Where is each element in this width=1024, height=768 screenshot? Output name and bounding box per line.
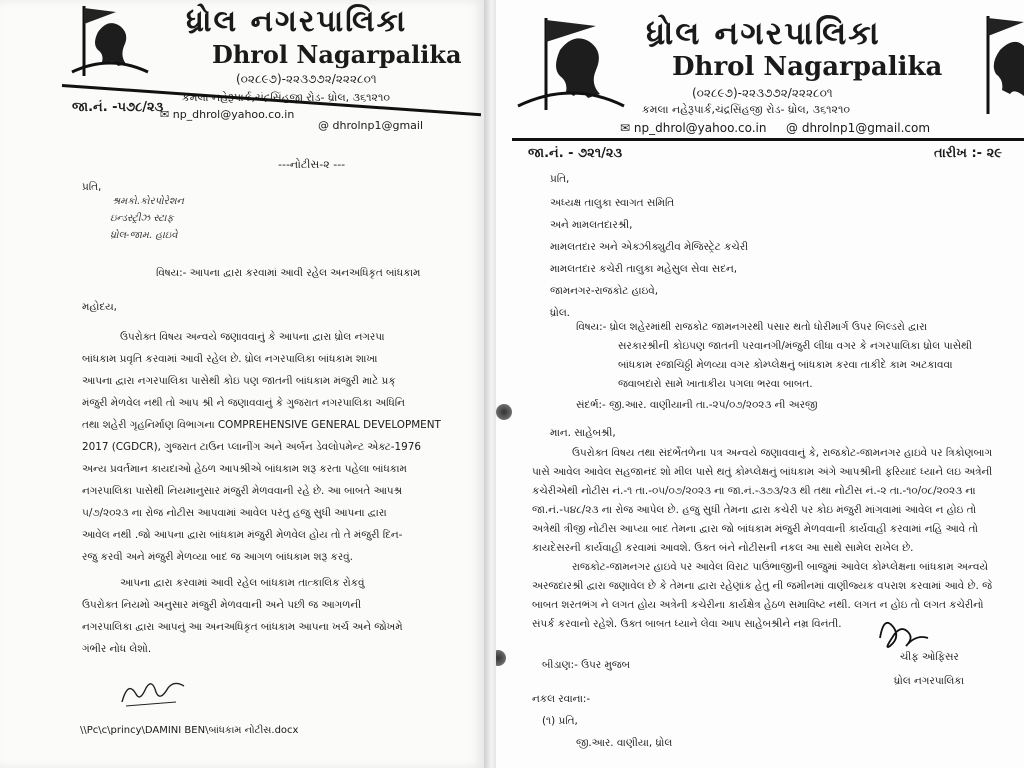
web-icon: @ (318, 119, 333, 132)
para2-line: આપના દ્વારા કરવામાં આવી રહેલ બાંધકામ તાત્કાલિક રોકવું (120, 577, 365, 589)
para1-line: કાયદેસરની કાર્યવાહી કરવામાં આવશે. ઉક્ત બંને નોટીસની નકલ આ સાથે સામેલ રાખેલ છે. (532, 542, 914, 554)
addressee-block (550, 192, 748, 324)
copy-name: જી.આર. વાણીયા, ધ્રોલ (576, 737, 673, 749)
subject-line: જવાબદારો સામે ખાતાકીય પગલા ભરવા બાબત. (618, 378, 813, 390)
header-ref-number: જા.નં. - ૭૨૧/૨૩ (528, 146, 623, 161)
email-icon: ✉ (160, 108, 173, 121)
para1-line: નગરપાલિકા પાસેથી નિયમાનુસાર મંજુરી મેળવવાની રહે છે. આ બાબતે આપશ્ર (82, 485, 403, 497)
header-email-text: np_dhrol@yahoo.co.in (633, 121, 767, 135)
header-title-english: Dhrol Nagarpalika (672, 52, 943, 82)
municipality-logo-right (516, 12, 626, 116)
para2-line: સંપર્ક કરવાનો રહેશે. ઉક્ત બાબત ધ્યાને લેવા આપ સાહેબશ્રીને નમ્ર વિનંતી. (532, 618, 842, 630)
addressee-line: ધ્રોલ. (550, 307, 570, 319)
subject-block (576, 318, 972, 394)
header-email (160, 108, 294, 121)
to-label: પ્રતિ, (550, 173, 570, 185)
left-notice-page (0, 0, 484, 768)
para2-line: ઉપરોક્ત નિયમો અનુસાર મંજુરી મેળવવાની અને પછી જ આગળની (82, 599, 362, 611)
header-web (318, 119, 423, 132)
paragraph-1 (532, 444, 1020, 558)
header-address: કમલા નહેરૂપાર્ક,ચંદ્રસિંહજી રોડ- ધ્રોલ, ૩૬૧૨૧૦ (642, 103, 851, 116)
reference-line: સંદર્ભ:- જી.આર. વાણીયાની તા.-૨૫/૦૭/૨૦૨૩ ની અરજી (576, 399, 818, 411)
addressee-line: મામલતદાર કચેરી તાલુકા મહેસુલ સેવા સદન, (550, 263, 738, 275)
header-ref-number: જા.નં. -૫૭૮/૨૩ (72, 100, 164, 115)
to-label: પ્રતિ, (82, 181, 102, 193)
addressee-line: જામનગર-રાજકોટ હાઇવે, (550, 285, 659, 297)
file-path-footer: \\Pc\c\princy\DAMINI BEN\બાંધકામ નોટીસ.docx (80, 725, 299, 736)
para1-line: મંજુરી મેળવેલ નથી તો આપ શ્રી ને જણાવવાનું કે ગુજરાત નગરપાલિકા અધિનિ (82, 397, 405, 409)
para1-line: પાસે આવેલ આવેલ સહજાનંદ શો મીલ પાસે થતું કોમ્પ્લેક્ષનું બાંધકામ અંગે આપશ્રીની ફરિયાદ ધ્યાને લઇ અત્રેની (532, 466, 993, 478)
paragraph-2 (532, 558, 1020, 634)
signature-left (118, 676, 188, 710)
para1-line: કચેરીએથી નોટીસ નં.-૧ તા.-૦૫/૦૭/૨૦૨૩ ના જા.નં.-૩૭૩/૨૩ થી તથા નોટીસ નં.-૨ તા.-૧૦/૦૮/૨૦૨૩ ના (532, 485, 976, 497)
para1-line: આવેલ નથી .જો આપના દ્વારા બાંધકામ મંજુરી મેળવેલ હોય તો તે મંજુરી દિન- (82, 529, 403, 541)
addressee-line-3: ધ્રોલ-જામ. હાઇવે (110, 230, 178, 241)
para2-line: નગરપાલિકા દ્વારા આપનું આ અનઅધિકૃત બાંધકામ આપના ખર્ચ અને જોખમે (82, 621, 403, 633)
subject-line: વિષય:- આપના દ્વારા કરવામાં આવી રહેલ અનઅધિકૃત બાંધકામ (156, 267, 421, 279)
right-letter-page (496, 0, 1024, 768)
salutation: મહોદય, (82, 301, 117, 313)
paragraph-2 (82, 572, 482, 660)
header-email (620, 121, 767, 135)
para2-line: રાજકોટ-જામનગર હાઇવે પર આવેલ વિરાટ પાઉંભાજીની બાજુમાં આવેલ કોમ્પ્લેક્ષના બાંધકામ અન્વયે (572, 561, 989, 573)
subject-line: વિષય:- ધ્રોલ શહેરમાંથી રાજકોટ જામનગરથી પસાર થતો ધોરીમાર્ગ ઉપર બિલ્ડરો દ્વારા (576, 321, 928, 333)
municipality-logo-left (70, 2, 150, 80)
web-icon: @ (786, 121, 802, 135)
header-address: કમલા નહેરૂપાર્ક,ચંદ્રસિંહજી રોડ- ધ્રોલ, ૩૬૧૨૧૦ (182, 91, 391, 104)
addressee-line: અને મામલતદારશ્રી, (550, 219, 633, 231)
header-phone: (૦૨૮૯૭)-૨૨૩૭૭૨/૨૨૨૮૦૧ (692, 86, 833, 100)
header-web (786, 121, 930, 135)
addressee-line: અધ્યક્ષ તાલુકા સ્વાગત સમિતિ (550, 197, 675, 209)
para1-line: આપના દ્વારા નગરપાલિકા પાસેથી કોઇ પણ જાતની બાંધકામ મંજુરી માટે પ્રક્ (82, 375, 396, 387)
para1-line: અત્રેથી ત્રીજી નોટીસ આપ્યા બાદ તેમના દ્વારા જો બાંધકામ મંજુરી મેળવવાની કાર્યવાહી કરવામાં નહિ આવે તો (532, 523, 978, 535)
notice-heading: ---નોટીસ-૨ --- (278, 158, 346, 171)
copy-item: (૧) પ્રતિ, (542, 715, 578, 727)
para1-line: ઉપરોક્ત વિષય અન્વયે જણાવવાનું કે આપના દ્વારા ધ્રોલ નગરપા (120, 331, 385, 343)
municipality-logo-right-edge (966, 10, 1024, 120)
para2-line: અરજદારશ્રી દ્વારા જણાવેલ છે કે તેમના દ્વારા રહેણાંક હેતુ ની જમીનમાં વાણીજ્યક વપરાશ કરવામાં આવે છે. જે (532, 580, 992, 592)
paragraph-1 (82, 326, 482, 568)
para2-line: બાબત શરતભંગ ને લગત હોય અત્રેની કચેરીના કાર્યક્ષેત્ર હેઠળ સમાવિષ્ટ નથી. લગત ન હોઇ તો લગત કચેરીનો (532, 599, 984, 611)
para1-line: 2017 (CGDCR), ગુજરાત ટાઉન પ્લાનીંગ અને અર્બન ડેવલોપમેન્ટ એક્ટ-1976 (82, 441, 421, 453)
para2-line: ગંભીર નોધ લેશો. (82, 643, 152, 655)
signatory-title: ચીફ ઓફિસર (900, 651, 959, 663)
signature-right (874, 608, 938, 652)
email-icon: ✉ (620, 121, 634, 135)
signatory-org: ધ્રોલ નગરપાલિકા (894, 675, 965, 687)
addressee-line-1: શ્રમકો.કોરપોરેશન (112, 196, 184, 207)
punch-hole-top (496, 404, 512, 420)
subject-line: બાંધકામ રજાચિઠ્ઠી મેળવ્યા વગર કોમ્પ્લેક્ષનું બાંધકામ કરવા તાકીદે કામ અટકાવવા (618, 359, 953, 371)
para1-line: રજુ કરવી અને મંજુરી મેળવ્યા બાદ જ આગળ બાંધકામ શરૂ કરવું. (82, 551, 353, 563)
header-title-gujarati: ધ્રોલ નગરપાલિકા (646, 14, 881, 52)
header-phone: (૦૨૮૯૭)-૨૨૩૭૭૨/૨૨૨૮૦૧ (236, 72, 377, 86)
para1-line: જા.નં.-૫૪૮/૨૩ ના રોજ આપેલ છે. હજુ સુધી તેમના દ્વારા કચેરી પર કોઇ મંજુરી માંગવામાં આવેલ ન હોઇ તો (532, 504, 977, 516)
header-title-gujarati: ધ્રોલ નગરપાલિકા (186, 4, 408, 39)
page-gutter (484, 0, 496, 768)
subject-line: સરકારશ્રીની કોઇપણ જાતની પરવાનગી/મંજુરી લીધા વગર કે નગરપાલિકા ધ્રોલ પાસેથી (618, 340, 973, 352)
header-web-text: dhrolnp1@gmail (332, 119, 424, 132)
header-rule (512, 138, 1024, 141)
header-date: તારીખ :- ૨૯ (934, 146, 1002, 161)
para1-line: તથા શહેરી ગૃહનિર્માણ વિભાગના COMPREHENSIVE GENERAL DEVELOPMENT (82, 419, 441, 431)
para1-line: ઉપરોક્ત વિષય તથા સંદર્ભેતળેના પત્ર અન્વયે જણાવવાનું કે, રાજકોટ-જામનગર હાઇવે પર ત્રિકોણબાગ (572, 447, 993, 459)
copy-to-label: નકલ રવાના:- (532, 693, 591, 705)
header-title-english: Dhrol Nagarpalika (212, 40, 462, 69)
addressee-line: મામલતદાર અને એક્ઝીક્યુટીવ મેજિસ્ટ્રેટ કચેરી (550, 241, 749, 253)
punch-hole-bottom (496, 650, 506, 666)
enclosure-line: બીડાણ:- ઉપર મુજબ (542, 659, 630, 671)
salutation: માન. સાહેબશ્રી, (550, 427, 616, 439)
para1-line: અન્ય પ્રવર્તમાન કાયદાઓ હેઠળ આપશ્રીએ બાંધકામ શરૂ કરતા પહેલા બાંધકામ (82, 463, 407, 475)
header-web-text: dhrolnp1@gmail.com (801, 121, 931, 135)
para1-line: ૫/૭/૨૦૨૩ ના રોજ નોટીસ આપવામાં આવેલ પરંતુ હજુ સુધી આપના દ્વારા (82, 507, 387, 519)
addressee-line-2: ઇન્ડસ્ટ્રીઝ સ્ટાફ (110, 213, 174, 224)
header-email-text: np_dhrol@yahoo.co.in (172, 108, 295, 121)
para1-line: બાંધકામ પ્રવૃતિ કરવામાં આવી રહેલ છે. ધ્રોલ નગરપાલિકા બાંધકામ શાખા (82, 353, 378, 365)
